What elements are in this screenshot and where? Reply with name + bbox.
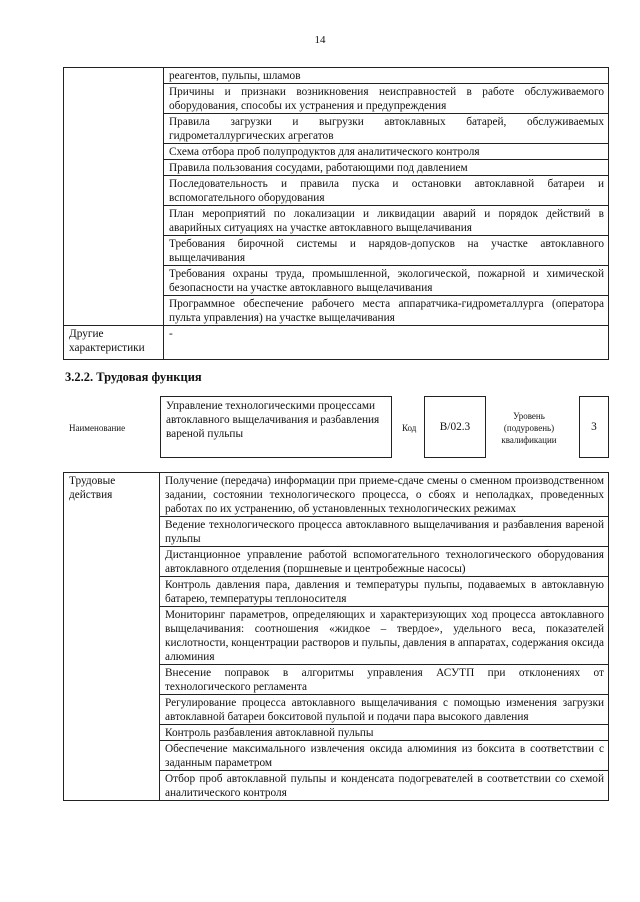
name-label: Наименование	[69, 423, 126, 433]
code-value: B/02.3	[424, 396, 486, 458]
table-cell: Требования бирочной системы и нарядов-допусков на участке автоклавного выщелачивания	[164, 236, 609, 266]
table-cell: План мероприятий по локализации и ликвидации аварий и порядок действий в аварийных ситуациях на участке автоклавного выщелачивания	[164, 206, 609, 236]
table-cell: Правила пользования сосудами, работающими под давлением	[164, 160, 609, 176]
empty-label-cell	[64, 68, 164, 326]
code-label: Код	[402, 423, 417, 433]
level-value: 3	[579, 396, 609, 458]
table-cell: реагентов, пульпы, шламов	[164, 68, 609, 84]
table-cell: Контроль разбавления автоклавной пульпы	[160, 725, 609, 741]
level-label: Уровень (подуровень) квалификации	[501, 411, 557, 445]
table-cell: Программное обеспечение рабочего места аппаратчика-гидрометаллурга (оператора пульта управления) на участке выщелачивания	[164, 296, 609, 326]
other-characteristics-label: Другие характеристики	[64, 326, 164, 360]
knowledge-table	[63, 67, 609, 360]
table-cell: Правила загрузки и выгрузки автоклавных батарей, обслуживаемых гидрометаллургических агрегатов	[164, 114, 609, 144]
table-cell: Дистанционное управление работой вспомогательного технологического оборудования автоклавного отделения (поршневые и центробежные насосы)	[160, 547, 609, 577]
page-number: 14	[314, 34, 326, 46]
table-cell: Ведение технологического процесса автоклавного выщелачивания и разбавления вареной пульпы	[160, 517, 609, 547]
name-value: Управление технологическими процессами автоклавного выщелачивания и разбавления вареной пульпы	[160, 396, 392, 458]
table-cell: Контроль давления пара, давления и температуры пульпы, подаваемых в автоклавную батарею, температуры теплоносителя	[160, 577, 609, 607]
labor-actions-label: Трудовые действия	[64, 473, 160, 801]
table-cell: Схема отбора проб полупродуктов для аналитического контроля	[164, 144, 609, 160]
table-cell: Внесение поправок в алгоритмы управления АСУТП при отклонениях от технологического регламента	[160, 665, 609, 695]
table-row	[64, 326, 609, 360]
table-cell: Получение (передача) информации при приеме-сдаче смены о сменном производственном задании, состоянии технологического процесса, о сбоях и неполадках, проведенных работах по их устранению, об установленных технологических режимах	[160, 473, 609, 517]
table-cell: Отбор проб автоклавной пульпы и конденсата подогревателей в соответствии со схемой аналитического контроля	[160, 771, 609, 801]
table-row	[64, 68, 609, 84]
labor-actions-table	[63, 472, 609, 801]
other-characteristics-value: -	[164, 326, 609, 360]
section-heading: 3.2.2. Трудовая функция	[65, 370, 202, 384]
table-cell: Обеспечение максимального извлечения оксида алюминия из боксита в соответствии с заданным параметром	[160, 741, 609, 771]
table-row	[64, 473, 609, 517]
table-cell: Последовательность и правила пуска и остановки автоклавной батареи и вспомогательного оборудования	[164, 176, 609, 206]
table-cell: Мониторинг параметров, определяющих и характеризующих ход процесса автоклавного выщелачивания: соотношения «жидкое – твердое», удельного веса, показателей кислотности, концентрации растворов и пульпы, давления в аппаратах, содержания оксида алюминия	[160, 607, 609, 665]
table-cell: Регулирование процесса автоклавного выщелачивания с помощью изменения загрузки автоклавной батареи бокситовой пульпой и подачи пара высокого давления	[160, 695, 609, 725]
table-cell: Требования охраны труда, промышленной, экологической, пожарной и химической безопасности на участке автоклавного выщелачивания	[164, 266, 609, 296]
table-cell: Причины и признаки возникновения неисправностей в работе обслуживаемого оборудования, способы их устранения и предупреждения	[164, 84, 609, 114]
